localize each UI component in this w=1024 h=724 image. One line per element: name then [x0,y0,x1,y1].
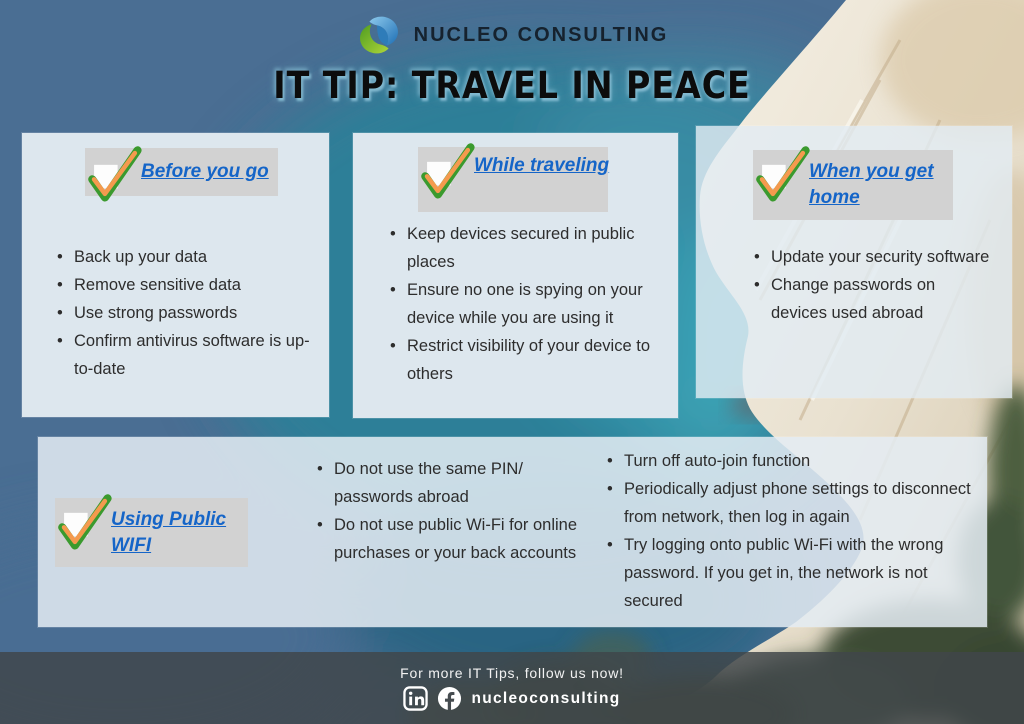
card-heading-band [55,498,248,567]
card-heading: Using Public WIFI [111,509,227,556]
checkmark-icon [753,142,811,204]
card-before-you-go [22,133,329,417]
checkmark-icon [85,142,143,204]
card-heading-band [85,148,278,196]
card-heading: Before you go [141,161,269,182]
card-heading: When you get home [809,161,934,208]
footer-social-row [403,686,620,711]
card-while-traveling [353,133,678,418]
bullet-item: • Turn off auto-join function [605,447,990,475]
bullet-list-right [605,447,990,615]
bullet-item: • Restrict visibility of your device to others [388,332,665,388]
bullet-item: • Update your security software [752,243,990,271]
bullet-item: • Use strong passwords [55,299,317,327]
card-heading: While traveling [474,155,610,176]
card-when-you-get-home [696,126,1012,398]
bullet-item: • Change passwords on devices used abroad [752,271,990,327]
nucleo-logo-icon [356,12,402,58]
bullet-list [752,243,990,327]
bullet-list [55,243,317,383]
bullet-item: • Do not use public Wi-Fi for online purchases or your back accounts [315,511,587,567]
brand-header [0,12,1024,58]
bullet-item: • Ensure no one is spying on your device while you are using it [388,276,665,332]
bullet-item: • Confirm antivirus software is up-to-date [55,327,317,383]
facebook-icon[interactable] [437,686,462,711]
bullet-item: • Try logging onto public Wi-Fi with the wrong password. If you get in, the network is not secured [605,531,990,615]
checkmark-icon [55,490,113,552]
bullet-item: • Remove sensitive data [55,271,317,299]
footer-bar [0,652,1024,724]
card-heading-band [418,147,608,212]
card-heading-band [753,150,953,220]
brand-name: NUCLEO CONSULTING [413,23,669,46]
checkmark-icon [418,139,476,201]
card-using-public-wifi [38,437,987,627]
poster-title: IT TIP: TRAVEL IN PEACE [273,64,751,108]
bullet-item: • Do not use the same PIN/ passwords abroad [315,455,587,511]
bullet-list [388,220,665,388]
bullet-list-left [315,455,587,567]
bullet-item: • Periodically adjust phone settings to disconnect from network, then log in again [605,475,990,531]
linkedin-icon[interactable] [403,686,428,711]
bullet-item: • Back up your data [55,243,317,271]
footer-message: For more IT Tips, follow us now! [400,665,624,681]
social-handle[interactable]: nucleoconsulting [471,689,621,707]
bullet-item: • Keep devices secured in public places [388,220,665,276]
